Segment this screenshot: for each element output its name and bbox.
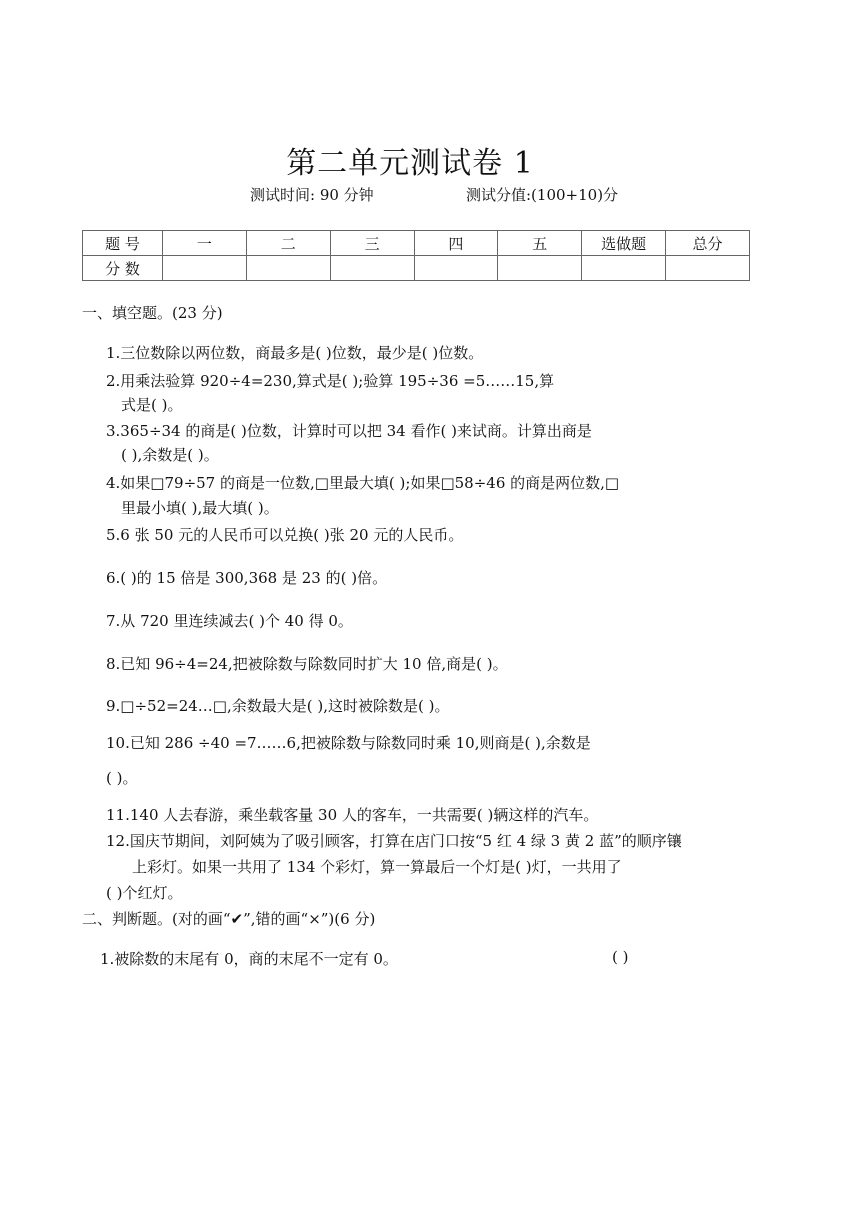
score-cell[interactable] xyxy=(414,256,498,281)
page-title: 第二单元测试卷 1 xyxy=(286,146,534,181)
score-cell[interactable] xyxy=(162,256,246,281)
score-header-cell: 题 号 xyxy=(83,231,163,256)
score-header-cell: 二 xyxy=(246,231,330,256)
score-header-cell: 三 xyxy=(330,231,414,256)
question-line: 7.从 720 里连续减去( )个 40 得 0。 xyxy=(106,612,353,630)
question-line: 6.( )的 15 倍是 300,368 是 23 的( )倍。 xyxy=(106,569,388,587)
score-header-cell: 五 xyxy=(498,231,582,256)
question-line: 4.如果□79÷57 的商是一位数,□里最大填( );如果□58÷46 的商是两位数,□ xyxy=(106,474,620,492)
score-table-score-row xyxy=(83,256,750,281)
score-row-label: 分 数 xyxy=(83,256,163,281)
question-line: 10.已知 286 ÷40 =7……6,把被除数与除数同时乘 10,则商是( ),余数是 xyxy=(106,734,591,752)
question-line: 5.6 张 50 元的人民币可以兑换( )张 20 元的人民币。 xyxy=(106,526,464,544)
question-line: ( )个红灯。 xyxy=(106,884,183,902)
question-line: ( ),余数是( )。 xyxy=(121,446,219,464)
question-line: 8.已知 96÷4=24,把被除数与除数同时扩大 10 倍,商是( )。 xyxy=(106,655,508,673)
test-score-value: 测试分值:(100+10)分 xyxy=(466,186,619,204)
score-header-cell: 四 xyxy=(414,231,498,256)
score-header-cell: 总分 xyxy=(666,231,750,256)
question-line: 式是( )。 xyxy=(121,396,183,414)
score-cell[interactable] xyxy=(246,256,330,281)
score-header-cell: 一 xyxy=(162,231,246,256)
question-line: 3.365÷34 的商是( )位数，计算时可以把 34 看作( )来试商。计算出商是 xyxy=(106,422,592,440)
score-cell[interactable] xyxy=(498,256,582,281)
score-cell[interactable] xyxy=(582,256,666,281)
score-table-header-row xyxy=(83,231,750,256)
score-cell[interactable] xyxy=(330,256,414,281)
question-line: ( )。 xyxy=(106,769,138,787)
question-line: 里最小填( ),最大填( )。 xyxy=(121,499,279,517)
score-table xyxy=(82,230,750,281)
question-line: 2.用乘法验算 920÷4=230,算式是( );验算 195÷36 =5……15,算 xyxy=(106,372,555,390)
section-heading-fill-blank: 一、填空题。(23 分) xyxy=(82,304,223,322)
question-line: 9.□÷52=24…□,余数最大是( ),这时被除数是( )。 xyxy=(106,697,450,715)
question-line: 上彩灯。如果一共用了 134 个彩灯，算一算最后一个灯是( )灯，一共用了 xyxy=(132,858,622,876)
score-header-cell: 选做题 xyxy=(582,231,666,256)
test-time: 测试时间: 90 分钟 xyxy=(250,186,374,204)
section-heading-true-false: 二、判断题。(对的画“✔”,错的画“×”)(6 分) xyxy=(82,910,376,928)
answer-parentheses[interactable]: ( ) xyxy=(612,948,629,966)
question-line: 12.国庆节期间，刘阿姨为了吸引顾客，打算在店门口按“5 红 4 绿 3 黄 2 蓝”的顺序镶 xyxy=(106,832,682,850)
question-line: 1.三位数除以两位数，商最多是( )位数，最少是( )位数。 xyxy=(106,344,484,362)
question-line: 11.140 人去春游，乘坐载客量 30 人的客车，一共需要( )辆这样的汽车。 xyxy=(106,806,599,824)
score-cell[interactable] xyxy=(666,256,750,281)
question-line: 1.被除数的末尾有 0，商的末尾不一定有 0。 xyxy=(100,950,398,968)
